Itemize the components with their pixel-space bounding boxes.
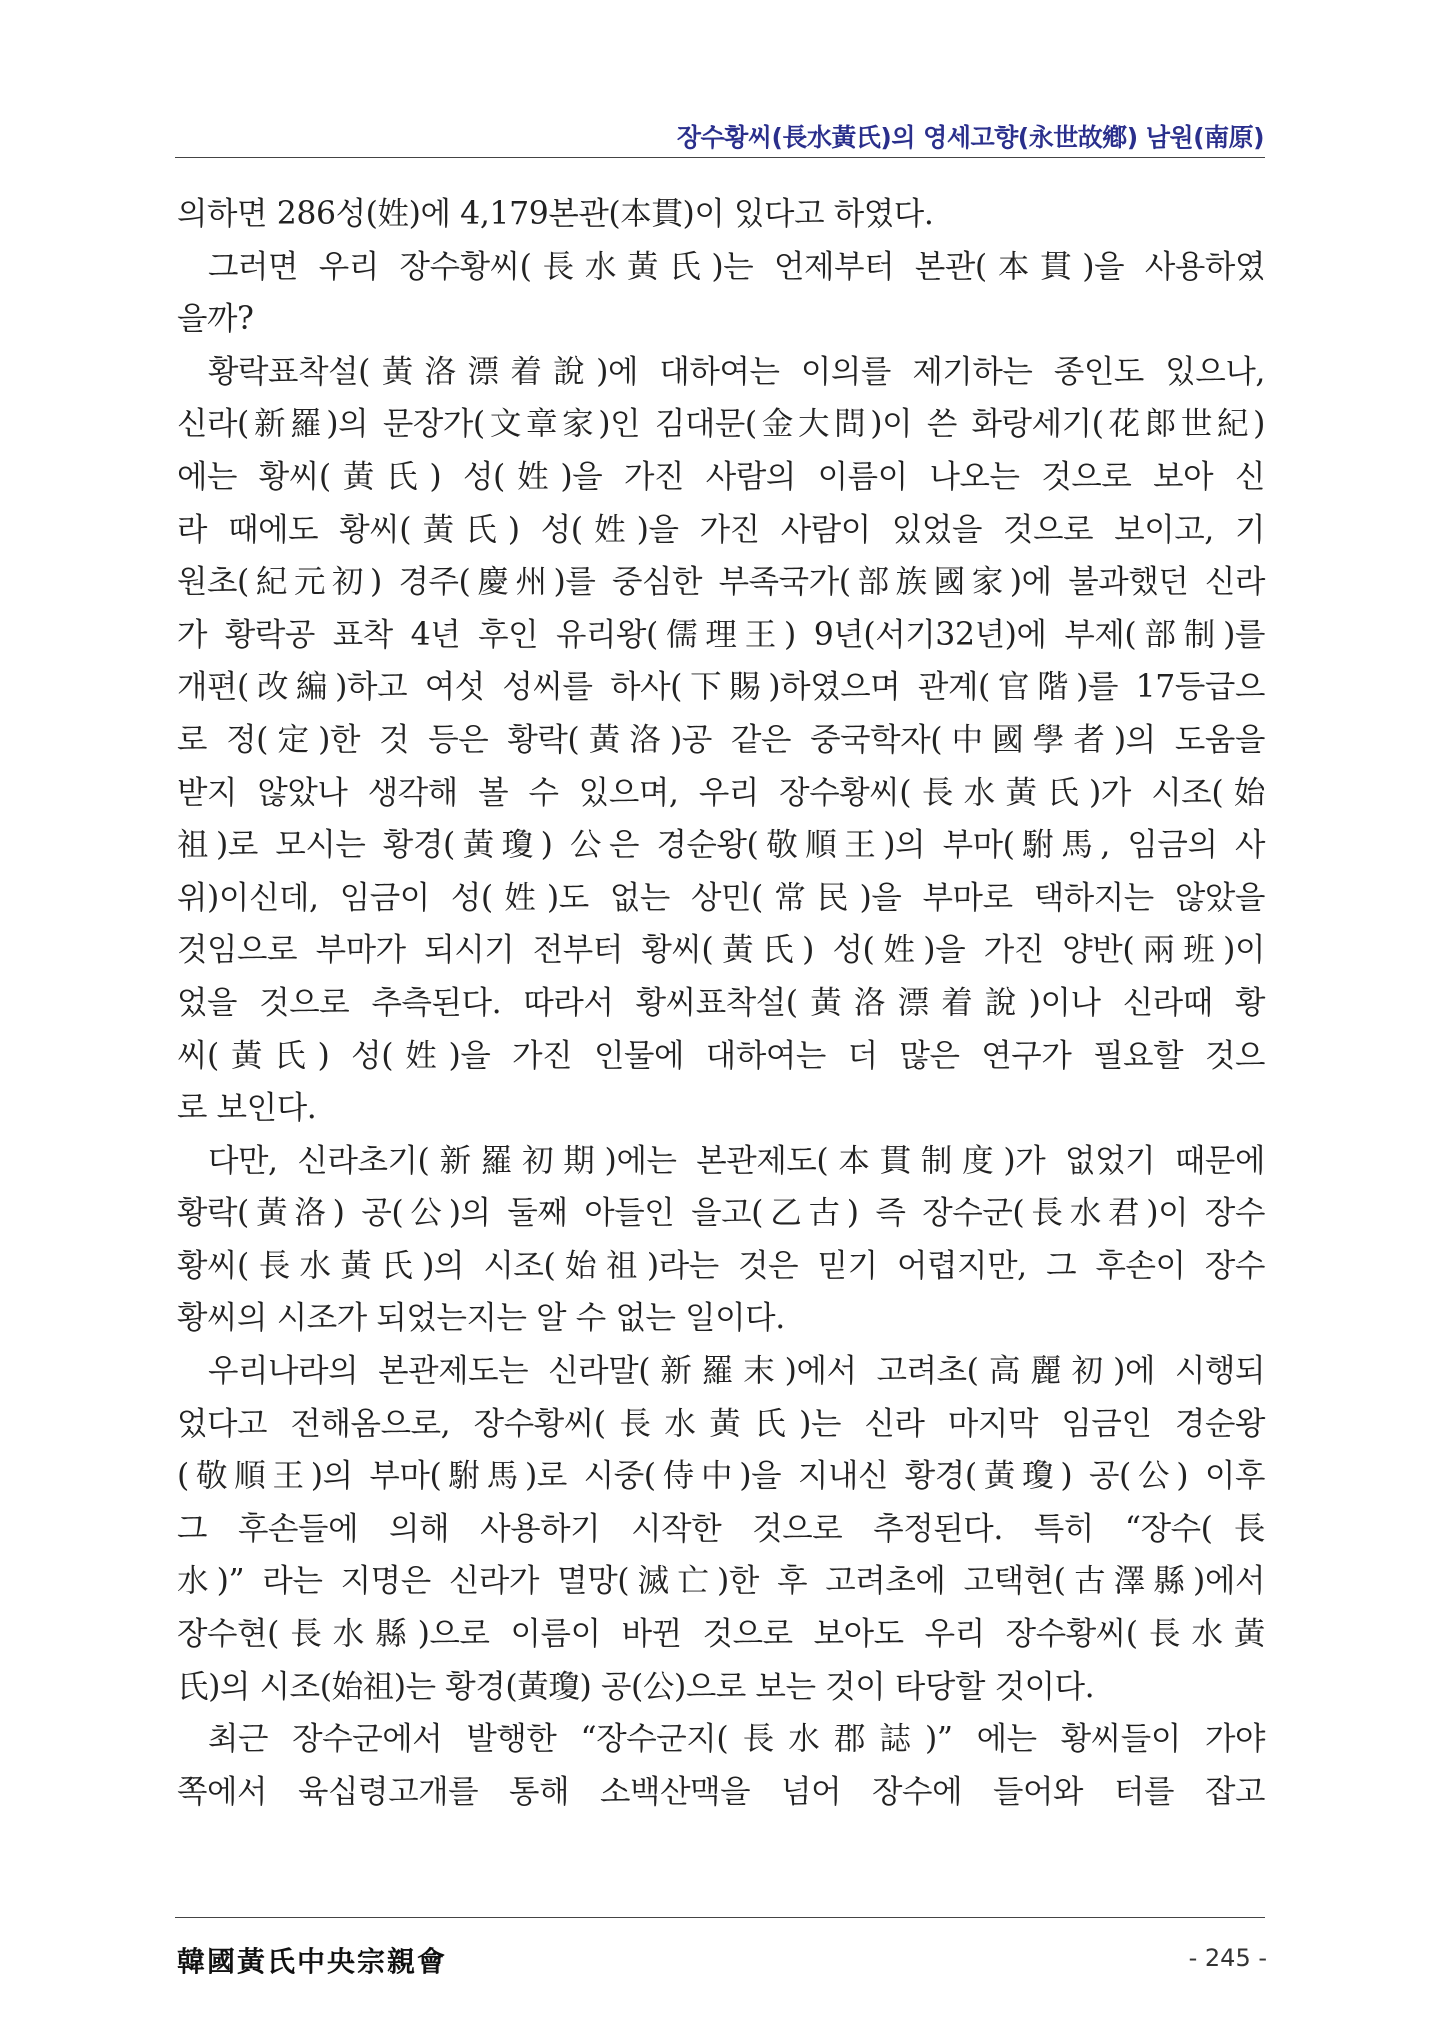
text-line: 신라(新羅)의 문장가(文章家)인 김대문(金大問)이 쓴 화랑세기(花郞世紀) [177, 406, 1265, 443]
text-line: 氏)의 시조(始祖)는 황경(黃瓊) 공(公)으로 보는 것이 타당할 것이다. [177, 1668, 1095, 1705]
text-line: 황씨의 시조가 되었는지는 알 수 없는 일이다. [177, 1300, 785, 1337]
text-line: 최근 장수군에서 발행한 “장수군지(長水郡誌)” 에는 황씨들이 가야 [208, 1721, 1265, 1758]
running-header-title: 장수황씨(長水黃氏)의 영세고향(永世故鄕) 남원(南原) [676, 123, 1264, 152]
text-line: 원초(紀元初) 경주(慶州)를 중심한 부족국가(部族國家)에 불과했던 신라 [177, 564, 1265, 601]
header-rule [175, 157, 1265, 158]
text-line: 水)” 라는 지명은 신라가 멸망(滅亡)한 후 고려초에 고택현(古澤縣)에서 [177, 1563, 1265, 1600]
text-line: 것임으로 부마가 되시기 전부터 황씨(黃氏) 성(姓)을 가진 양반(兩班)이 [177, 932, 1265, 969]
text-line: 었을 것으로 추측된다. 따라서 황씨표착설(黃洛漂着說)이나 신라때 황 [177, 984, 1265, 1021]
text-line: 그러면 우리 장수황씨(長水黃氏)는 언제부터 본관(本貫)을 사용하였 [208, 248, 1265, 285]
text-line: 황씨(長水黃氏)의 시조(始祖)라는 것은 믿기 어렵지만, 그 후손이 장수 [177, 1247, 1265, 1284]
text-line: 을까? [177, 301, 254, 338]
footer-brand: 韓國黃氏中央宗親會 [177, 1945, 448, 1978]
text-line: 황락표착설(黃洛漂着說)에 대하여는 이의를 제기하는 종인도 있으나, [208, 353, 1265, 390]
text-line: 의하면 286성(姓)에 4,179본관(本貫)이 있다고 하였다. [177, 196, 934, 232]
text-line: 라 때에도 황씨(黃氏) 성(姓)을 가진 사람이 있었을 것으로 보이고, 기 [177, 511, 1265, 548]
text-line: 황락(黃洛) 공(公)의 둘째 아들인 을고(乙古) 즉 장수군(長水君)이 장수 [177, 1195, 1265, 1232]
text-line: 개편(改編)하고 여섯 성씨를 하사(下賜)하였으며 관계(官階)를 17등급으 [177, 669, 1265, 706]
text-line: 그 후손들에 의해 사용하기 시작한 것으로 추정된다. 특히 “장수(長 [177, 1510, 1265, 1547]
text-line: (敬順王)의 부마(駙馬)로 시중(侍中)을 지내신 황경(黃瓊) 공(公) 이후 [177, 1458, 1265, 1495]
text-line: 쪽에서 육십령고개를 통해 소백산맥을 넘어 장수에 들어와 터를 잡고 [177, 1773, 1265, 1810]
text-line: 씨(黃氏) 성(姓)을 가진 인물에 대하여는 더 많은 연구가 필요할 것으 [177, 1037, 1265, 1074]
text-line: 祖)로 모시는 황경(黃瓊) 公은 경순왕(敬順王)의 부마(駙馬, 임금의 사 [177, 827, 1265, 864]
text-line: 가 황락공 표착 4년 후인 유리왕(儒理王) 9년(서기32년)에 부제(部制)를 [177, 616, 1265, 653]
text-line: 받지 않았나 생각해 볼 수 있으며, 우리 장수황씨(長水黃氏)가 시조(始 [177, 774, 1265, 811]
text-line: 장수현(長水縣)으로 이름이 바뀐 것으로 보아도 우리 장수황씨(長水黃 [177, 1616, 1265, 1653]
body-text [177, 188, 1265, 1818]
text-line: 우리나라의 본관제도는 신라말(新羅末)에서 고려초(高麗初)에 시행되 [208, 1353, 1265, 1390]
footer-rule [175, 1917, 1265, 1918]
text-line: 로 보인다. [177, 1090, 317, 1127]
text-line: 위)이신데, 임금이 성(姓)도 없는 상민(常民)을 부마로 택하지는 않았을 [177, 879, 1265, 916]
page-number: - 245 - [1188, 1944, 1267, 1972]
text-line: 에는 황씨(黃氏) 성(姓)을 가진 사람의 이름이 나오는 것으로 보아 신 [177, 458, 1265, 495]
text-line: 었다고 전해옴으로, 장수황씨(長水黃氏)는 신라 마지막 임금인 경순왕 [177, 1405, 1265, 1442]
text-line: 로 정(定)한 것 등은 황락(黃洛)공 같은 중국학자(中國學者)의 도움을 [177, 721, 1265, 758]
text-line: 다만, 신라초기(新羅初期)에는 본관제도(本貫制度)가 없었기 때문에 [208, 1142, 1265, 1179]
